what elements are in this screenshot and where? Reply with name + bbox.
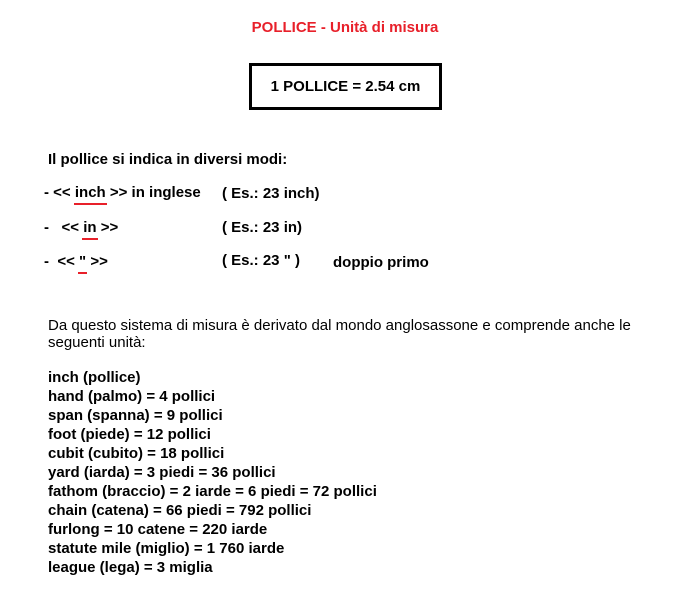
notation-suffix: >> in inglese [105, 184, 201, 201]
notation-example: ( Es.: 23 inch) [222, 185, 320, 202]
notation-row-in [44, 219, 118, 236]
notation-prefix: - << [44, 184, 75, 201]
notation-suffix: >> [96, 219, 119, 236]
notation-example: ( Es.: 23 " ) [222, 252, 300, 269]
notation-note: doppio primo [333, 254, 429, 271]
notation-row-double-prime [44, 253, 108, 270]
notation-prefix: - << [44, 219, 84, 236]
unit-item: fathom (braccio) = 2 iarde = 6 piedi = 72 pollici [48, 483, 377, 500]
description-paragraph: Da questo sistema di misura è derivato dal mondo anglosassone e comprende anche le seguenti unità: [48, 317, 631, 351]
notation-symbol-underlined: inch [74, 184, 106, 201]
definition-text: 1 POLLICE = 2.54 cm [270, 78, 421, 95]
unit-item: hand (palmo) = 4 pollici [48, 388, 216, 405]
notation-symbol-underlined: " [79, 253, 87, 270]
unit-item: statute mile (miglio) = 1 760 iarde [48, 540, 285, 557]
unit-item: yard (iarda) = 3 piedi = 36 pollici [48, 464, 276, 481]
page-title: POLLICE - Unità di misura [251, 19, 439, 36]
unit-item: furlong = 10 catene = 220 iarde [48, 521, 268, 538]
notation-suffix: >> [86, 253, 108, 270]
notation-symbol-underlined: in [83, 219, 97, 236]
unit-item: span (spanna) = 9 pollici [48, 407, 223, 424]
notation-example: ( Es.: 23 in) [222, 219, 303, 236]
unit-item: inch (pollice) [48, 369, 141, 386]
units-list [48, 368, 377, 577]
unit-item: foot (piede) = 12 pollici [48, 426, 211, 443]
intro-heading: Il pollice si indica in diversi modi: [48, 151, 288, 168]
notation-row-inch [44, 184, 201, 201]
unit-item: chain (catena) = 66 piedi = 792 pollici [48, 502, 312, 519]
definition-box [249, 63, 442, 110]
unit-item: league (lega) = 3 miglia [48, 559, 213, 576]
unit-item: cubit (cubito) = 18 pollici [48, 445, 225, 462]
notation-prefix: - << [44, 253, 80, 270]
